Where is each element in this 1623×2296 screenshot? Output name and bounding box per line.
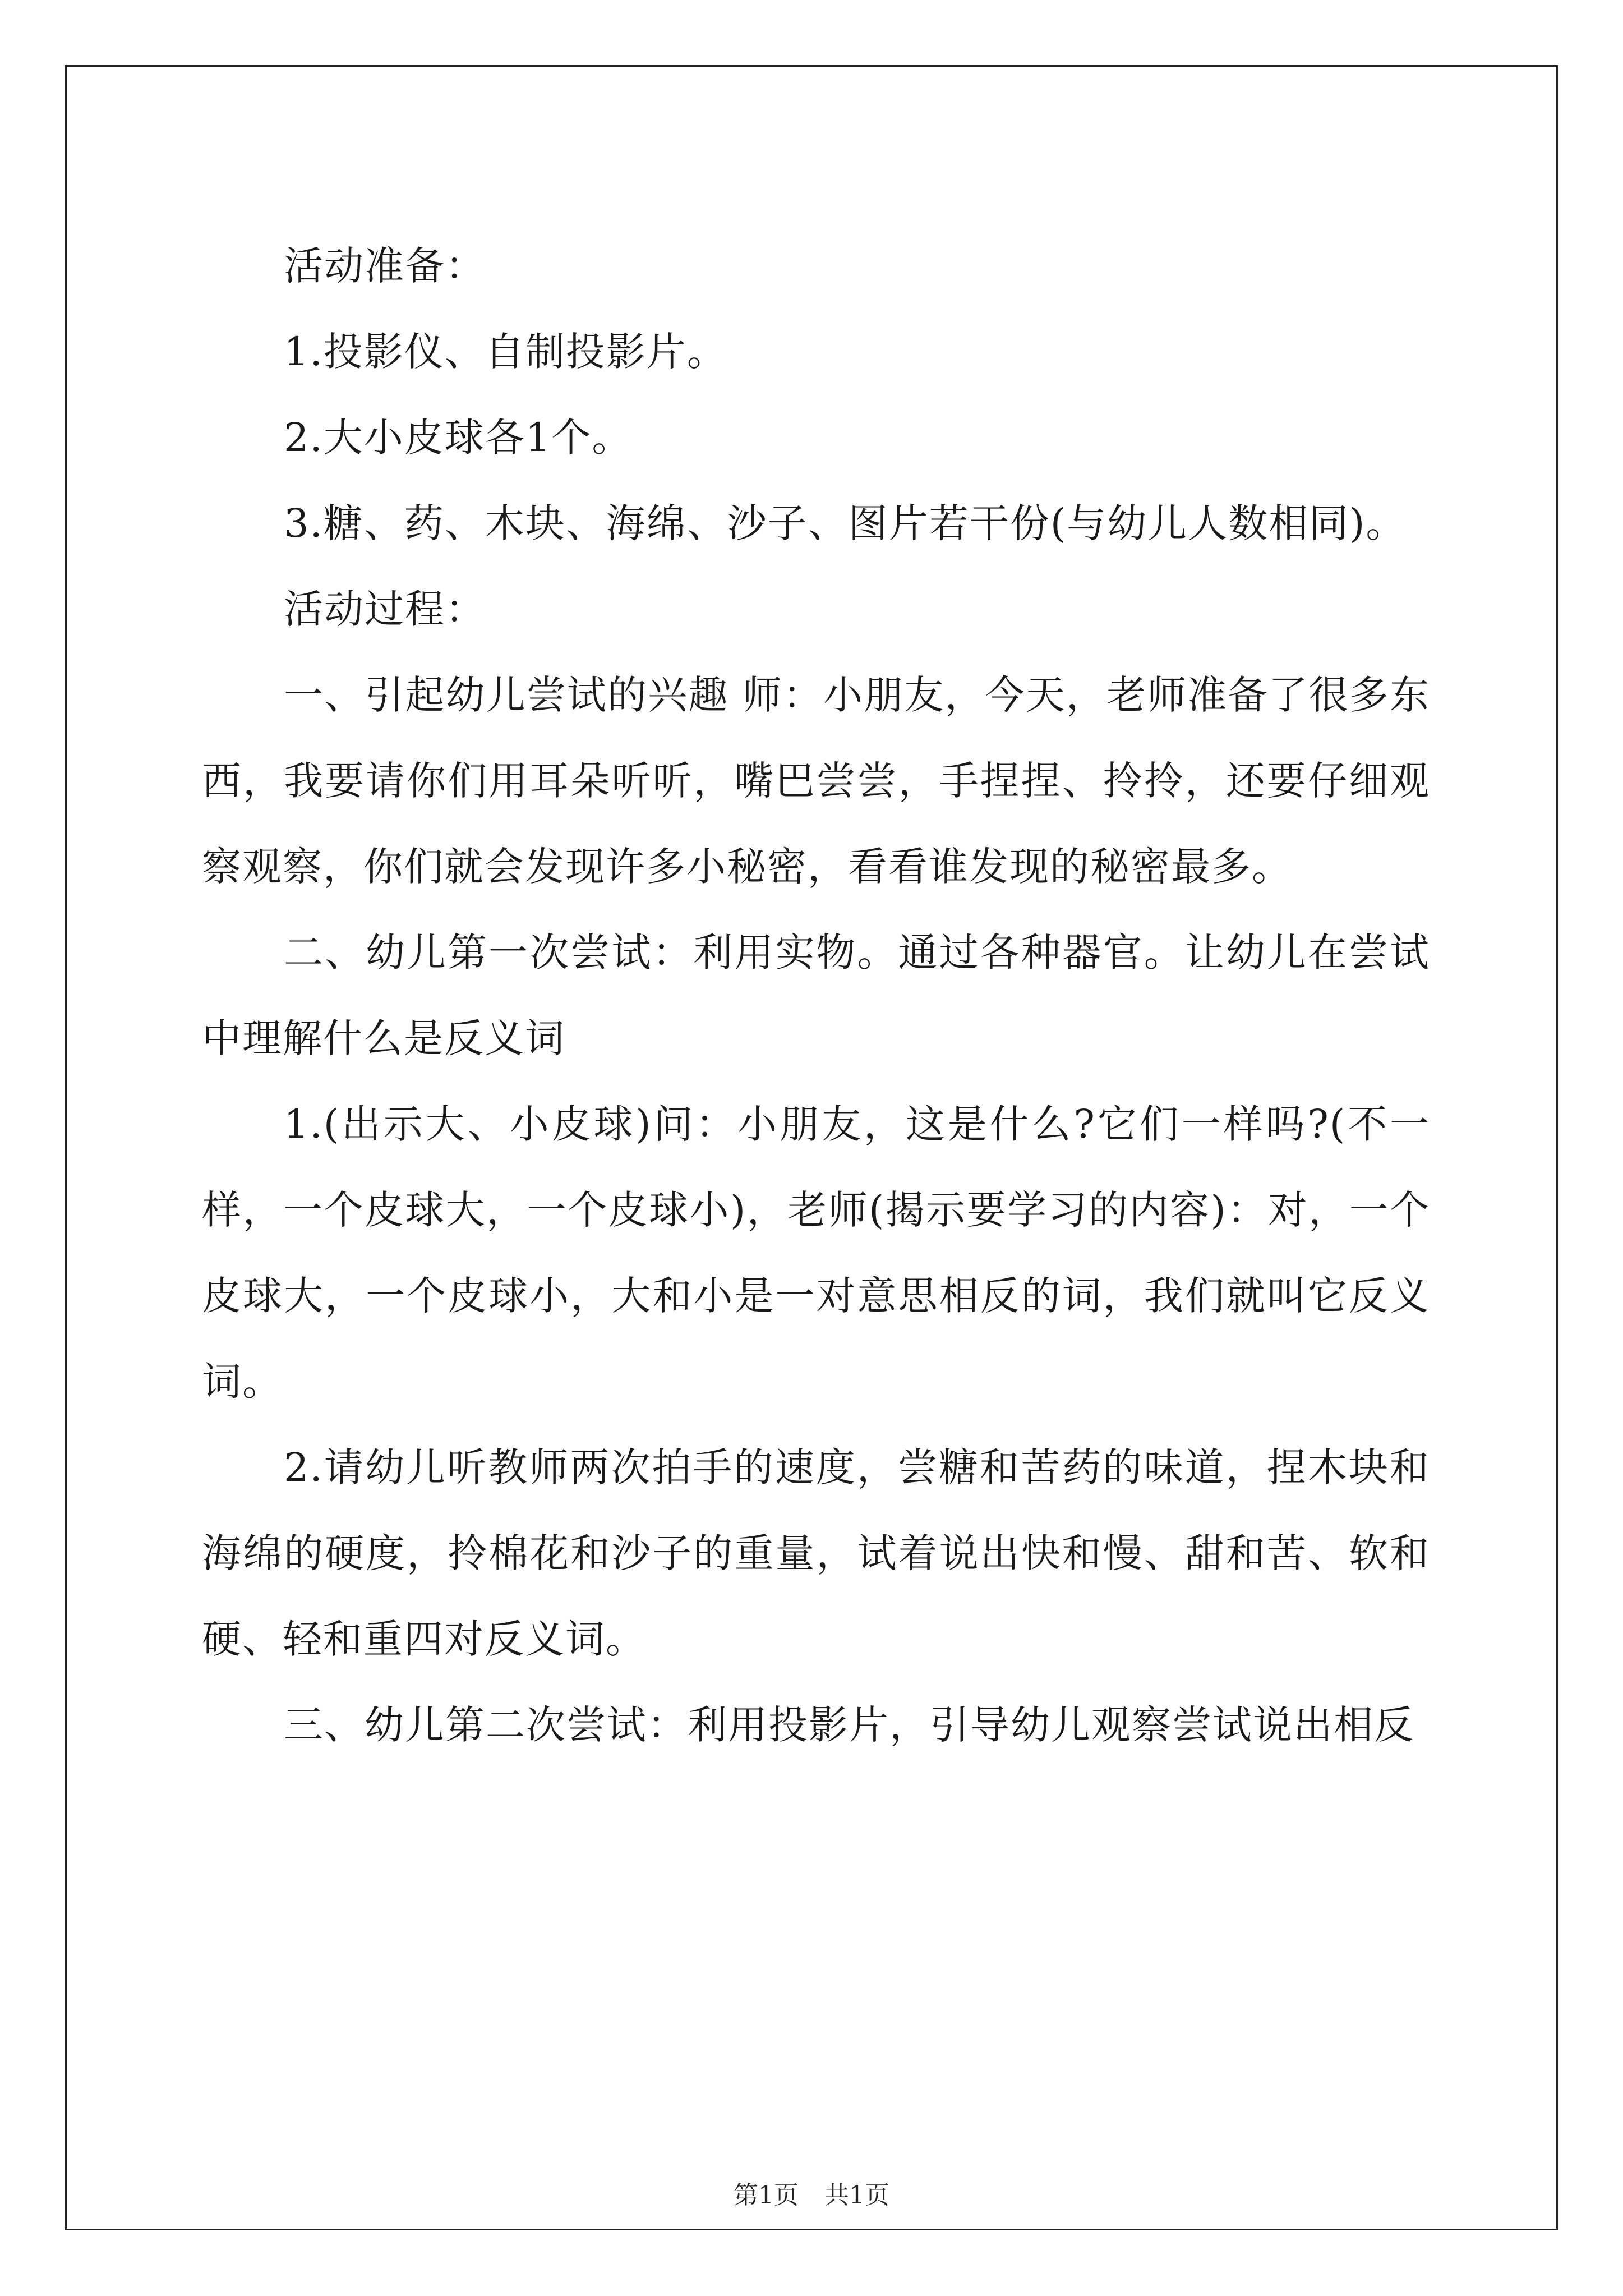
paragraph-heading-preparation: 活动准备： — [284, 243, 486, 289]
page-number-total: 共1页 — [824, 2181, 889, 2210]
paragraph-step-2-item-2: 2.请幼儿听教师两次拍手的速度，尝糖和苦药的味道，捏木块和海绵的硬度，拎棉花和沙子的重量，试着说出快和慢、甜和苦、软和硬、轻和重四对反义词。 — [202, 1444, 1430, 1662]
paragraph-step-3: 三、幼儿第二次尝试：利用投影片，引导幼儿观察尝试说出相反 — [284, 1702, 1414, 1748]
paragraph-prep-item-3: 3.糖、药、木块、海绵、沙子、图片若干份(与幼儿人数相同)。 — [284, 500, 1407, 546]
paragraph-step-2-item-1: 1.(出示大、小皮球)问：小朋友，这是什么?它们一样吗?(不一样，一个皮球大，一个皮球小)，老师(揭示要学习的内容)：对，一个皮球大，一个皮球小，大和小是一对意思相反的词，我们就叫它反义词。 — [202, 1101, 1430, 1405]
paragraph-prep-item-1: 1.投影仪、自制投影片。 — [284, 329, 727, 375]
document-body — [202, 223, 1430, 1768]
paragraph-heading-process: 活动过程： — [284, 586, 486, 632]
paragraph-step-2: 二、幼儿第一次尝试：利用实物。通过各种器官。让幼儿在尝试中理解什么是反义词 — [202, 930, 1430, 1061]
paragraph-step-1: 一、引起幼儿尝试的兴趣 师：小朋友，今天，老师准备了很多东西，我要请你们用耳朵听听，嘴巴尝尝，手捏捏、拎拎，还要仔细观察观察，你们就会发现许多小秘密，看看谁发现的秘密最多。 — [202, 672, 1430, 890]
paragraph-prep-item-2: 2.大小皮球各1个。 — [284, 415, 633, 461]
page-number-current: 第1页 — [734, 2181, 799, 2210]
page-footer — [0, 2179, 1623, 2212]
